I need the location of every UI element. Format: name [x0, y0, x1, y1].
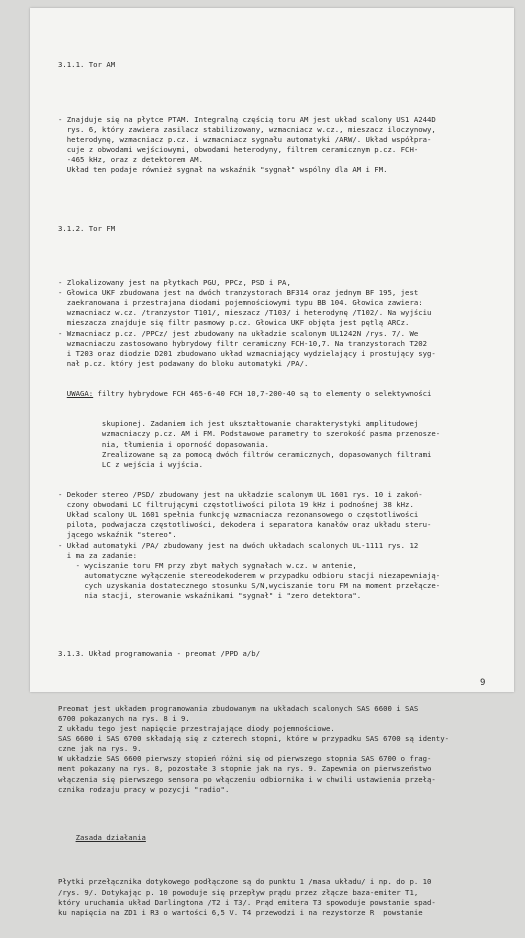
- paragraph-block: [58, 115, 498, 176]
- paragraph-block: [58, 704, 498, 795]
- text-line: 6700 pokazanych na rys. 8 i 9.: [58, 714, 190, 723]
- text-line: czne jak na rys. 9.: [58, 744, 142, 754]
- section-heading: 3.1.3. Układ programowania - preomat /PPD a/b/: [58, 649, 261, 659]
- document-text: [58, 40, 498, 938]
- text-line: -465 kHz, oraz z detektorem AM.: [58, 155, 203, 165]
- text-line: Płytki przełącznika dotykowego podłączone są do punktu 1 /masa układu/ i np. do p. 10: [58, 877, 432, 887]
- document-page: [30, 8, 514, 917]
- text-line: W układzie SAS 6600 pierwszy stopień różni się od pierwszego stopnia SAS 6700 o frag-: [58, 754, 432, 764]
- note-label: UWAGA:: [66, 389, 94, 399]
- text-line: i ma za zadanie:: [58, 550, 138, 560]
- subsection-heading: Zasada działania: [75, 833, 146, 843]
- text-line: - Zlokalizowany jest na płytkach PGU, PPCz, PSD i PA,: [58, 278, 291, 288]
- text-line: mieszacza znajduje się filtr pasmowy p.cz. Głowica UKF objęta jest pętlą ARCz.: [58, 318, 410, 328]
- paragraph-block: [58, 278, 498, 369]
- text-line: Zrealizowane są za pomocą dwóch filtrów ceramicznych, dopasowanych filtrami: [58, 449, 432, 459]
- section-heading: 3.1.2. Tor FM: [58, 223, 116, 233]
- text-line: czony obwodami LC filtrującymi częstotliwości pilota 19 kHz i podnośnej 38 kHz.: [58, 500, 414, 510]
- text-line: jącego wskaźnik "stereo".: [58, 530, 177, 540]
- text-line: LC z wejścia i wyjścia.: [58, 459, 203, 469]
- text-line: heterodynę, wzmacniacz p.cz. i wzmacniacz sygnału automatyki /ARW/. Układ współpra-: [58, 134, 432, 144]
- text-line: automatyczne wyłączenie stereodekoderem w przypadku odbioru stacji niezapewniają-: [58, 570, 441, 580]
- text-line: skupionej. Zadaniem ich jest ukształtowanie charakterystyki amplitudowej: [58, 419, 419, 429]
- text-line: ment pokazany na rys. 8, pozostałe 3 stopnie jak na rys. 9. Zapewnia on pierwszeństwo: [58, 764, 432, 774]
- text-line: - Głowica UKF zbudowana jest na dwóch tranzystorach BF314 oraz jednym BF 195, jest: [58, 288, 419, 298]
- paragraph-block: [58, 877, 498, 917]
- text-line: rys. 6, który zawiera zasilacz stabilizowany, wzmacniacz w.cz., mieszacz iloczynowy,: [58, 124, 436, 134]
- note-text: filtry hybrydowe FCH 465-6-40 FCH 10,7-200-40 są to elementy o selektywności: [93, 389, 432, 399]
- text-line: wzmacniaczy p.cz. AM i FM. Podstawowe parametry to szerokość pasma przenosze-: [58, 429, 441, 439]
- text-line: nał p.cz. który jest podawany do bloku automatyki /PA/.: [58, 358, 309, 368]
- text-line: wzmacniaczu zastosowano hybrydowy filtr ceramiczny FCH-10,7. Na tranzystorach T202: [58, 338, 428, 348]
- text-line: i T203 oraz diodzie D201 zbudowano układ wzmacniający wydzielający i prostujący syg-: [58, 348, 436, 358]
- text-line: - Znajduje się na płytce PTAM. Integralną częścią toru AM jest układ scalony US1 A244D: [58, 114, 436, 124]
- text-line: zaekranowana i przestrajana diodami pojemnościowymi typu BB 104. Głowica zawiera:: [58, 298, 423, 308]
- text-line: Z układu tego jest napięcie przestrajające diody pojemnościowe.: [58, 724, 335, 734]
- text-line: - Wzmacniacz p.cz. /PPCz/ jest zbudowany na układzie scalonym UL1242N /rys. 7/. We: [58, 328, 419, 338]
- page-number: 9: [480, 678, 486, 688]
- text-line: który uruchamia układ Darlingtona /T2 i T3/. Prąd emitera T3 spowoduje powstanie spad-: [58, 897, 436, 907]
- text-line: - Dekoder stereo /PSD/ zbudowany jest na układzie scalonym UL 1601 rys. 10 i zakoń-: [58, 490, 423, 500]
- text-line: cych uzyskania dostatecznego stosunku S/N,wyciszanie toru FM na moment przełącze-: [58, 580, 441, 590]
- text-line: pilota, podwajacza częstotliwości, dekodera i separatora kanałów oraz układu steru-: [58, 520, 432, 530]
- text-line: Preomat jest układem programowania zbudowanym na układach scalonych SAS 6600 i SAS: [58, 703, 419, 713]
- text-line: cznika rodzaju pracy w pozycji "radio".: [58, 784, 230, 794]
- text-line: nia stacji, sterowanie wskaźnikami "sygnał" i "zero detektora".: [58, 590, 362, 600]
- text-line: - Układ automatyki /PA/ zbudowany jest na dwóch układach scalonych UL-1111 rys. 12: [58, 540, 419, 550]
- text-line: ku napięcia na ZD1 i R3 o wartości 6,5 V. T4 przewodzi i na rezystorze R powstanie: [58, 907, 423, 917]
- text-line: cuje z obwodami wejściowymi, obwodami heterodyny, filtrem ceramicznym p.cz. FCH-: [58, 144, 419, 154]
- paragraph-block: [58, 419, 498, 469]
- note-first-line: [58, 389, 498, 399]
- text-line: SAS 6600 i SAS 6700 składają się z czterech stopni, które w przypadku SAS 6700 są identy-: [58, 734, 449, 744]
- text-line: nia, tłumienia i oporność dopasowania.: [58, 439, 269, 449]
- text-line: wzmacniacz w.cz. /tranzystor T101/, mieszacz /T103/ i heterodynę /T102/. Na wyjściu: [58, 308, 432, 318]
- text-line: - wyciszanie toru FM przy zbyt małych sygnałach w.cz. w antenie,: [58, 560, 357, 570]
- paragraph-block: [58, 490, 498, 601]
- text-line: /rys. 9/. Dotykając p. 10 powoduje się przepływ prądu przez złącze baza-emiter T1,: [58, 887, 419, 897]
- section-heading: 3.1.1. Tor AM: [58, 60, 116, 70]
- text-line: włączenia się pierwszego sensora po włączeniu odbiornika i w chwili ustawienia przełą-: [58, 774, 436, 784]
- text-line: Układ ten podaje również sygnał na wskaźnik "sygnał" wspólny dla AM i FM.: [58, 165, 388, 175]
- text-line: Układ scalony UL 1601 spełnia funkcję wzmacniacza rezonansowego o częstotliwości: [58, 510, 419, 520]
